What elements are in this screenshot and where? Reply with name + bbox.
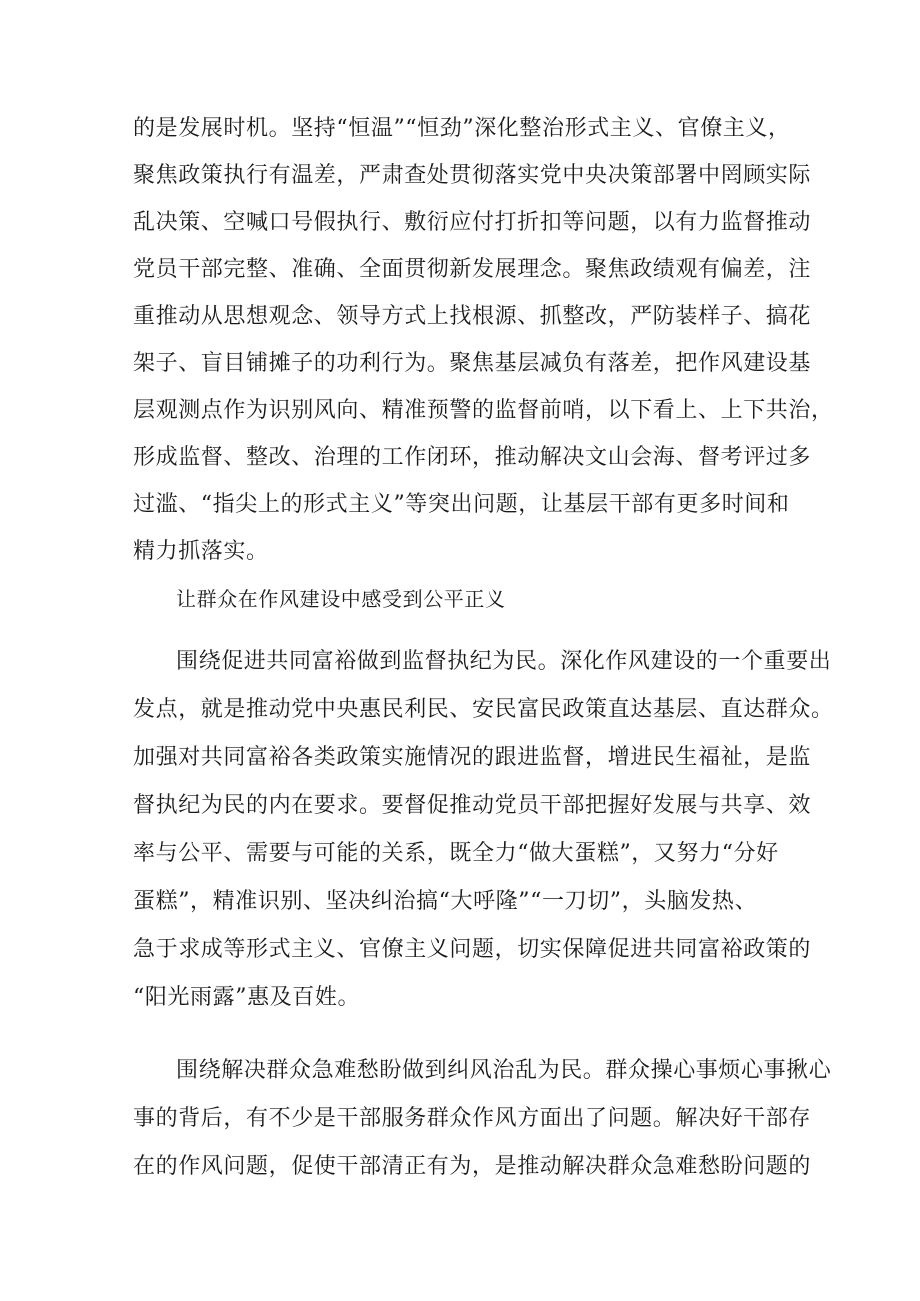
paragraph-1-line-1: 的是发展时机。坚持“恒温”“恒劲”深化整治形式主义、官僚主义， xyxy=(133,116,791,141)
paragraph-1-line-8: 形成监督、整改、治理的工作闭环，推动解决文山会海、督考评过多 xyxy=(133,445,812,470)
paragraph-1-line-9: 过滥、“指尖上的形式主义”等突出问题，让基层干部有更多时间和 xyxy=(133,492,790,517)
paragraph-2-line-7: 急于求成等形式主义、官僚主义问题，切实保障促进共同富裕政策的 xyxy=(133,937,812,962)
paragraph-1-line-3: 乱决策、空喊口号假执行、敷衍应付打折扣等问题，以有力监督推动 xyxy=(133,210,812,235)
paragraph-3-line-1: 围绕解决群众急难愁盼做到纠风治乱为民。群众操心事烦心事揪心 xyxy=(176,1058,832,1083)
paragraph-1-line-4: 党员干部完整、准确、全面贯彻新发展理念。聚焦政绩观有偏差，注 xyxy=(133,257,812,282)
paragraph-1-line-5: 重推动从思想观念、领导方式上找根源、抓整改，严防装样子、搞花 xyxy=(133,304,812,329)
paragraph-2-line-8: “阳光雨露”惠及百姓。 xyxy=(133,985,361,1010)
paragraph-1-line-10: 精力抓落实。 xyxy=(133,539,269,564)
paragraph-1-line-6: 架子、盲目铺摊子的功利行为。聚焦基层减负有落差，把作风建设基 xyxy=(133,351,812,376)
paragraph-3-line-3: 在的作风问题，促使干部清正有为，是推动解决群众急难愁盼问题的 xyxy=(133,1154,812,1179)
paragraph-2-line-3: 加强对共同富裕各类政策实施情况的跟进监督，增进民生福祉，是监 xyxy=(133,745,812,770)
paragraph-2-line-6: 蛋糕”，精准识别、坚决纠治搞“大呼隆”“一刀切”，头脑发热、 xyxy=(133,889,758,914)
paragraph-3-line-2: 事的背后，有不少是干部服务群众作风方面出了问题。解决好干部存 xyxy=(133,1106,812,1131)
paragraph-2-line-4: 督执纪为民的内在要求。要督促推动党员干部把握好发展与共享、效 xyxy=(133,793,812,818)
paragraph-1-line-2: 聚焦政策执行有温差，严肃查处贯彻落实党中央决策部署中罔顾实际 xyxy=(133,163,812,188)
paragraph-2-line-2: 发点，就是推动党中央惠民利民、安民富民政策直达基层、直达群众。 xyxy=(133,697,834,722)
paragraph-2-line-1: 围绕促进共同富裕做到监督执纪为民。深化作风建设的一个重要出 xyxy=(176,649,832,674)
section-heading: 让群众在作风建设中感受到公平正义 xyxy=(176,587,506,611)
paragraph-2-line-5: 率与公平、需要与可能的关系，既全力“做大蛋糕”，又努力“分好 xyxy=(133,841,779,866)
paragraph-1-line-7: 层观测点作为识别风向、精准预警的监督前哨，以下看上、上下共治， xyxy=(133,398,834,423)
